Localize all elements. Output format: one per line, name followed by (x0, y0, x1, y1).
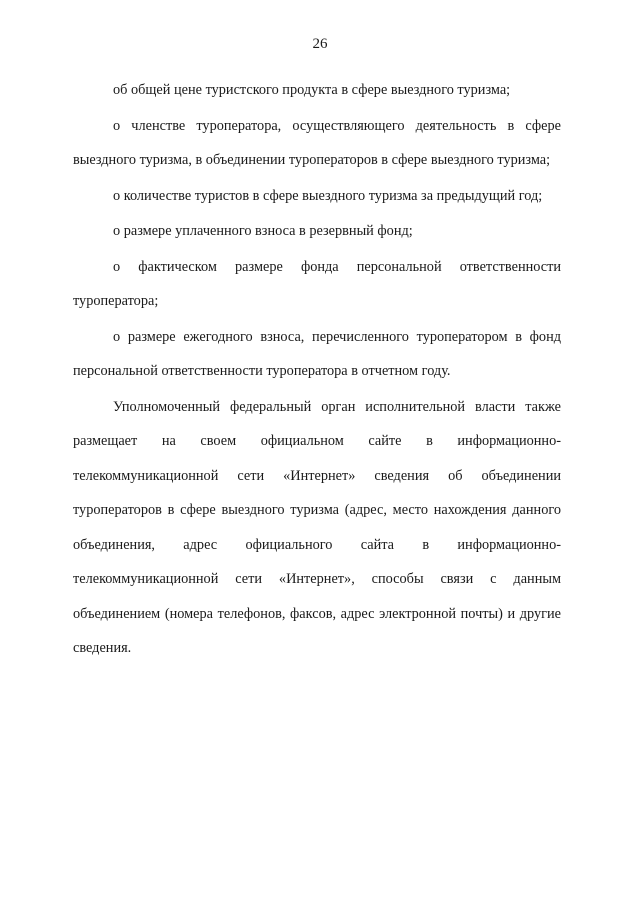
paragraph-total-price: об общей цене туристского продукта в сфере выездного туризма; (113, 82, 511, 98)
paragraph-membership: о членстве туроператора, осуществляющего деятельность в сфере выездного туризма, в объединении туроператоров в сфере выездного туризма; (73, 117, 561, 168)
page-number: 26 (312, 36, 328, 52)
paragraph-liability-fund: о фактическом размере фонда персональной ответственности туроператора; (73, 258, 561, 309)
paragraph-annual-contribution: о размере ежегодного взноса, перечисленного туроператором в фонд персональной ответственности туроператора в отчетном году. (73, 328, 561, 379)
paragraph-reserve-fund: о размере уплаченного взноса в резервный фонд; (113, 223, 413, 239)
paragraph-tourist-count: о количестве туристов в сфере выездного туризма за предыдущий год; (113, 187, 543, 204)
paragraph-federal-authority: Уполномоченный федеральный орган исполнительной власти также размещает на своем официальном сайте в информационно-телекоммуникационной сети «Интернет» сведения об объединении туроператоров в сфере выездного туризма (адрес, место нахождения данного объединения, адрес официального сайта в информационно-телекоммуникационной сети «Интернет», способы связи с данным объединением (номера телефонов, факсов, адрес электронной почты) и другие сведения. (73, 398, 561, 656)
document-body (73, 73, 561, 666)
